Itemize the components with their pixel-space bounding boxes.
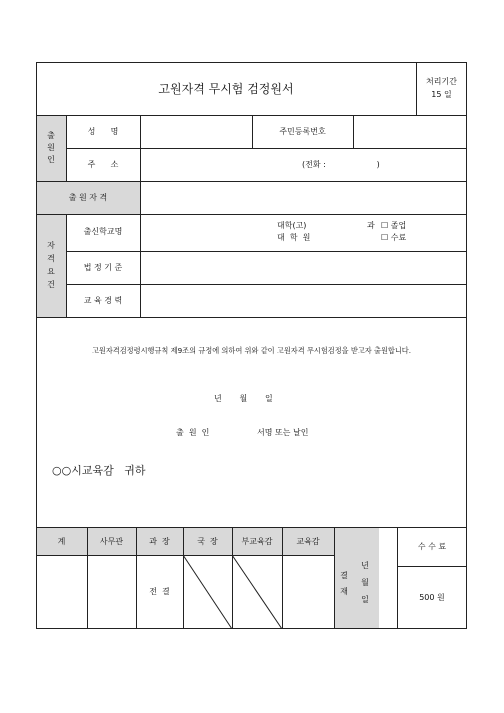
- approval-side-label: 결재: [340, 571, 348, 596]
- fee-label: 수 수 료: [417, 542, 447, 551]
- sign-box-2[interactable]: [88, 556, 136, 628]
- legal-criteria-label: 법 정 기 준: [83, 263, 123, 272]
- fee-amount: 500 원: [419, 593, 445, 602]
- school-type-1: 대학(고): [277, 221, 307, 230]
- qualification-label: 출 원 자 격: [68, 193, 108, 202]
- rule: [66, 115, 67, 181]
- career-field[interactable]: [141, 285, 466, 317]
- school-label: 출신학교명: [83, 227, 123, 236]
- graduate-checkbox[interactable]: ☐ 졸업: [381, 221, 407, 230]
- processing-period-label: 처리기간: [426, 77, 457, 86]
- name-field[interactable]: [141, 116, 252, 148]
- form-title: 고원자격 무시험 검정원서: [158, 82, 294, 96]
- address-label: 주 소: [87, 160, 119, 169]
- dept-suffix: 과: [367, 221, 375, 230]
- rrn-field[interactable]: [354, 116, 466, 148]
- phone-label: (전화 : ): [302, 160, 380, 169]
- approval-header-5: 부교육감: [241, 537, 273, 546]
- school-type-2: 대 학 원: [277, 233, 311, 242]
- rule: [36, 214, 467, 215]
- sign-box-6[interactable]: [283, 556, 334, 628]
- approval-header-2: 사무관: [99, 537, 124, 546]
- legal-criteria-field[interactable]: [141, 252, 466, 284]
- diagonal-strikes: [183, 555, 282, 629]
- processing-period-value: 15 일: [431, 90, 452, 99]
- approval-header-3: 과 장: [149, 537, 170, 546]
- approval-header-4: 국 장: [197, 537, 218, 546]
- requirements-section-label: 자격요건: [47, 241, 55, 289]
- jeongyeol-label: 전 결: [149, 587, 170, 596]
- name-label: 성 명: [87, 127, 119, 136]
- date-line: 년 월 일: [214, 394, 273, 403]
- rule: [397, 566, 467, 567]
- complete-checkbox[interactable]: ☐ 수료: [381, 233, 407, 242]
- approval-date-label: 년월일: [361, 561, 369, 604]
- addressee: ○○시교육감 귀하: [52, 464, 146, 477]
- qualification-field[interactable]: [141, 182, 466, 214]
- statement-text: 고원자격검정령시행규칙 제9조의 규정에 의하여 위와 같이 고원자격 무시험검정을 받고자 출원합니다.: [91, 346, 412, 355]
- applicant-sign-label: 출 원 인: [176, 428, 210, 437]
- approval-header-1: 계: [57, 537, 66, 546]
- rule: [36, 317, 467, 318]
- applicant-section-label: 출원인: [47, 131, 55, 164]
- signature-label: 서명 또는 날인: [257, 428, 309, 437]
- career-label: 교 육 경 력: [83, 296, 123, 305]
- sign-box-1[interactable]: [37, 556, 87, 628]
- address-field[interactable]: [141, 149, 301, 181]
- approval-header-6: 교육감: [296, 537, 320, 546]
- rrn-label: 주민등록번호: [279, 127, 326, 136]
- rule: [416, 62, 417, 115]
